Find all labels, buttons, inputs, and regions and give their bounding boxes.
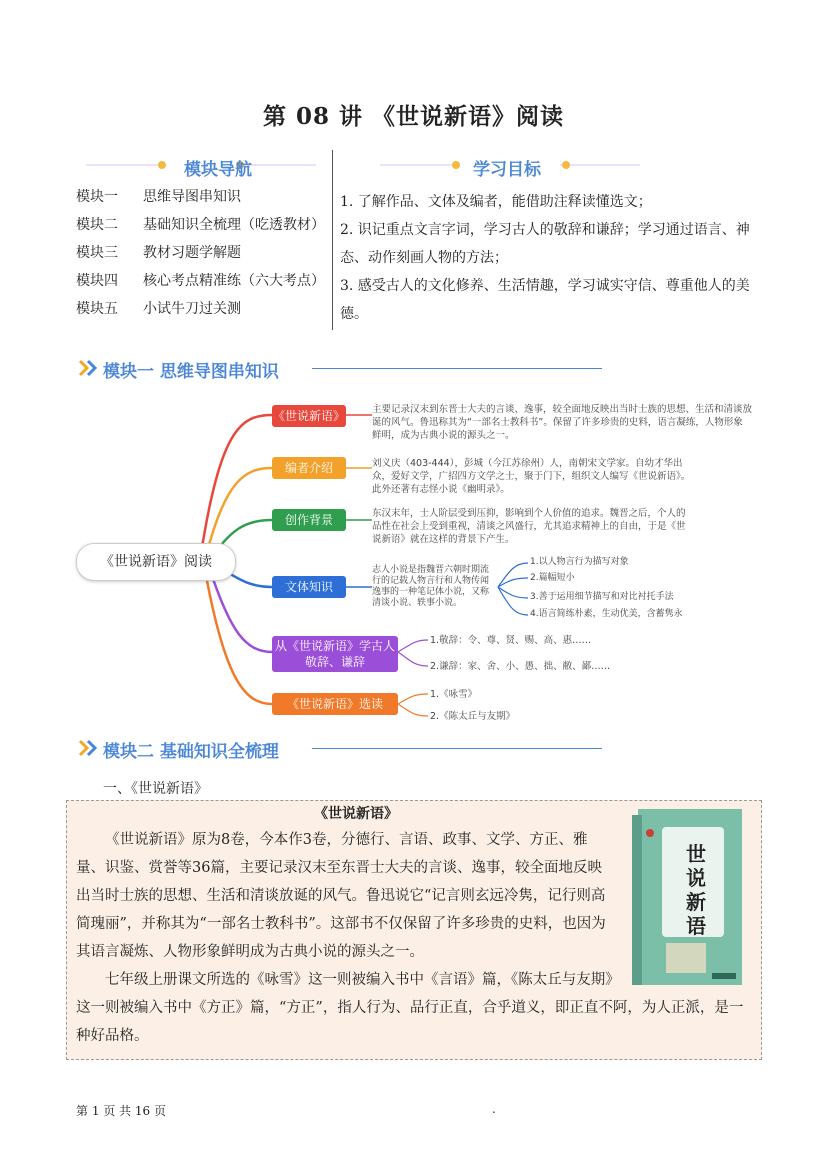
goal-item: 2. 识记重点文言字词，学习古人的敬辞和谦辞；学习通过语言、神态、动作刻画人物的方法；: [340, 222, 750, 266]
mindmap-honorific-sub-1: 1.敬辞：令、尊、贤、赐、高、惠……: [430, 635, 592, 646]
page-footer: 第 1 页 共 16 页: [76, 1104, 166, 1118]
subsection-heading: 一、《世说新语》: [103, 781, 208, 797]
page-title: 第 08 讲 《世说新语》阅读: [262, 103, 565, 130]
nav-item[interactable]: 模块五 小试牛刀过关测: [76, 301, 241, 317]
goals-heading: 学习目标: [473, 160, 541, 180]
mindmap-node-genre-text: 志人小说是指魏晋六朝时期流行的记载人物言行和人物传闻逸事的一种笔记体小说，又称清谈小说、轶事小说。: [372, 565, 490, 608]
footer-dot: .: [492, 1102, 496, 1116]
mindmap-reading-sub-2: 2.《陈太丘与友期》: [430, 711, 516, 722]
card-paragraph-2a: 七年级上册课文所选的《咏雪》这一则被编入书中《言语》篇，《陈太丘与友期》: [105, 972, 620, 988]
svg-text:说: 说: [686, 866, 706, 890]
mindmap-node-editor: 编者介绍: [272, 457, 346, 479]
mindmap-node-background-text: 东汉末年，士人阶层受到压抑，影响到个人价值的追求。魏晋之后，个人的品性在社会上受到重视，清谈之风盛行，尤其追求精神上的自由，于是《世说新语》就在这样的背景下产生。: [372, 508, 686, 545]
section1-title: 模块一 思维导图串知识: [103, 362, 279, 382]
card-paragraph-1: 《世说新语》原为8卷，今本作3卷，分德行、言语、政事、文学、方正、雅量、识鉴、赏誉等36篇，主要记录汉末至东晋士大夫的言谈、逸事，较全面地反映出当时士族的思想、生活和清谈放诞的风气。鲁迅说它“记言则玄远冷隽，记行则高简瑰丽”，并称其为“一部名士教科书”。这部书不仅保留了许多珍贵的史料，也因为其语言凝炼、人物形象鲜明成为古典小说的源头之一。 七年级上册课文所选的《咏雪》这一则被编入书中《言语》篇，《陈太丘与友期》: [76, 826, 616, 994]
mindmap-center: 《世说新语》阅读: [76, 543, 236, 581]
mindmap-node-editor-text: 刘义庆（403-444），彭城（今江苏徐州）人，南朝宋文学家。自幼才华出众，爱好文学，广招四方文学之士，聚于门下，组织文人编写《世说新语》。此外还著有志怪小说《幽明录》。: [372, 458, 691, 495]
mindmap-node-work: 《世说新语》: [272, 405, 346, 427]
double-chevron-icon: [78, 739, 100, 757]
section1-rule: [312, 368, 602, 369]
card-title: 《世说新语》: [314, 806, 398, 822]
column-divider: [332, 150, 333, 330]
nav-item[interactable]: 模块四 核心考点精准练（六大考点）: [76, 273, 325, 289]
nav-item[interactable]: 模块三 教材习题学解题: [76, 245, 241, 261]
mindmap-genre-sub-2: 2.篇幅短小: [530, 573, 575, 583]
book-cover-image: [628, 803, 752, 991]
learning-goals: [340, 188, 760, 328]
nav-item[interactable]: 模块一 思维导图串知识: [76, 189, 241, 205]
svg-text:世: 世: [686, 842, 706, 866]
svg-text:语: 语: [686, 914, 706, 938]
mindmap-node-readings: 《世说新语》选读: [272, 693, 398, 715]
card-paragraph-2b: 这一则被编入书中《方正》篇，“方正”，指人行为、品行正直，合乎道义，即正直不阿，为人正派，是一种好品格。: [76, 1000, 744, 1044]
section2-title: 模块二 基础知识全梳理: [103, 742, 279, 762]
svg-text:新: 新: [686, 890, 706, 914]
nav-item[interactable]: 模块二 基础知识全梳理（吃透教材）: [76, 217, 325, 233]
mindmap-node-background: 创作背景: [272, 509, 346, 531]
mindmap-genre-sub-3: 3.善于运用细节描写和对比衬托手法: [530, 592, 674, 602]
module-nav-list: [76, 183, 325, 323]
goal-item: 1. 了解作品、文体及编者，能借助注释读懂选文；: [340, 194, 652, 210]
section2-rule: [312, 748, 602, 749]
double-chevron-icon: [78, 359, 100, 377]
mindmap-honorific-sub-2: 2.谦辞：家、舍、小、愚、拙、敝、鄙……: [430, 661, 611, 672]
mindmap-genre-sub-1: 1.以人物言行为描写对象: [530, 557, 629, 567]
mindmap-node-honorifics: 从《世说新语》学古人敬辞、谦辞: [272, 636, 398, 672]
mindmap-node-genre: 文体知识: [272, 576, 346, 598]
nav-heading: 模块导航: [184, 160, 252, 180]
mindmap-node-work-text: 主要记录汉末到东晋士大夫的言谈、逸事，较全面地反映出当时士族的思想、生活和清谈放诞的风气。鲁迅称其为“一部名士教科书”。保留了许多珍贵的史料，语言凝练，人物形象鲜明，成为古典小说的源头之一。: [372, 404, 753, 441]
goal-item: 3. 感受古人的文化修养、生活情趣，学习诚实守信、尊重他人的美德。: [340, 278, 750, 322]
mindmap-genre-sub-4: 4.语言简练朴素，生动优美，含蓄隽永: [530, 609, 683, 619]
mindmap-reading-sub-1: 1.《咏雪》: [430, 689, 478, 700]
